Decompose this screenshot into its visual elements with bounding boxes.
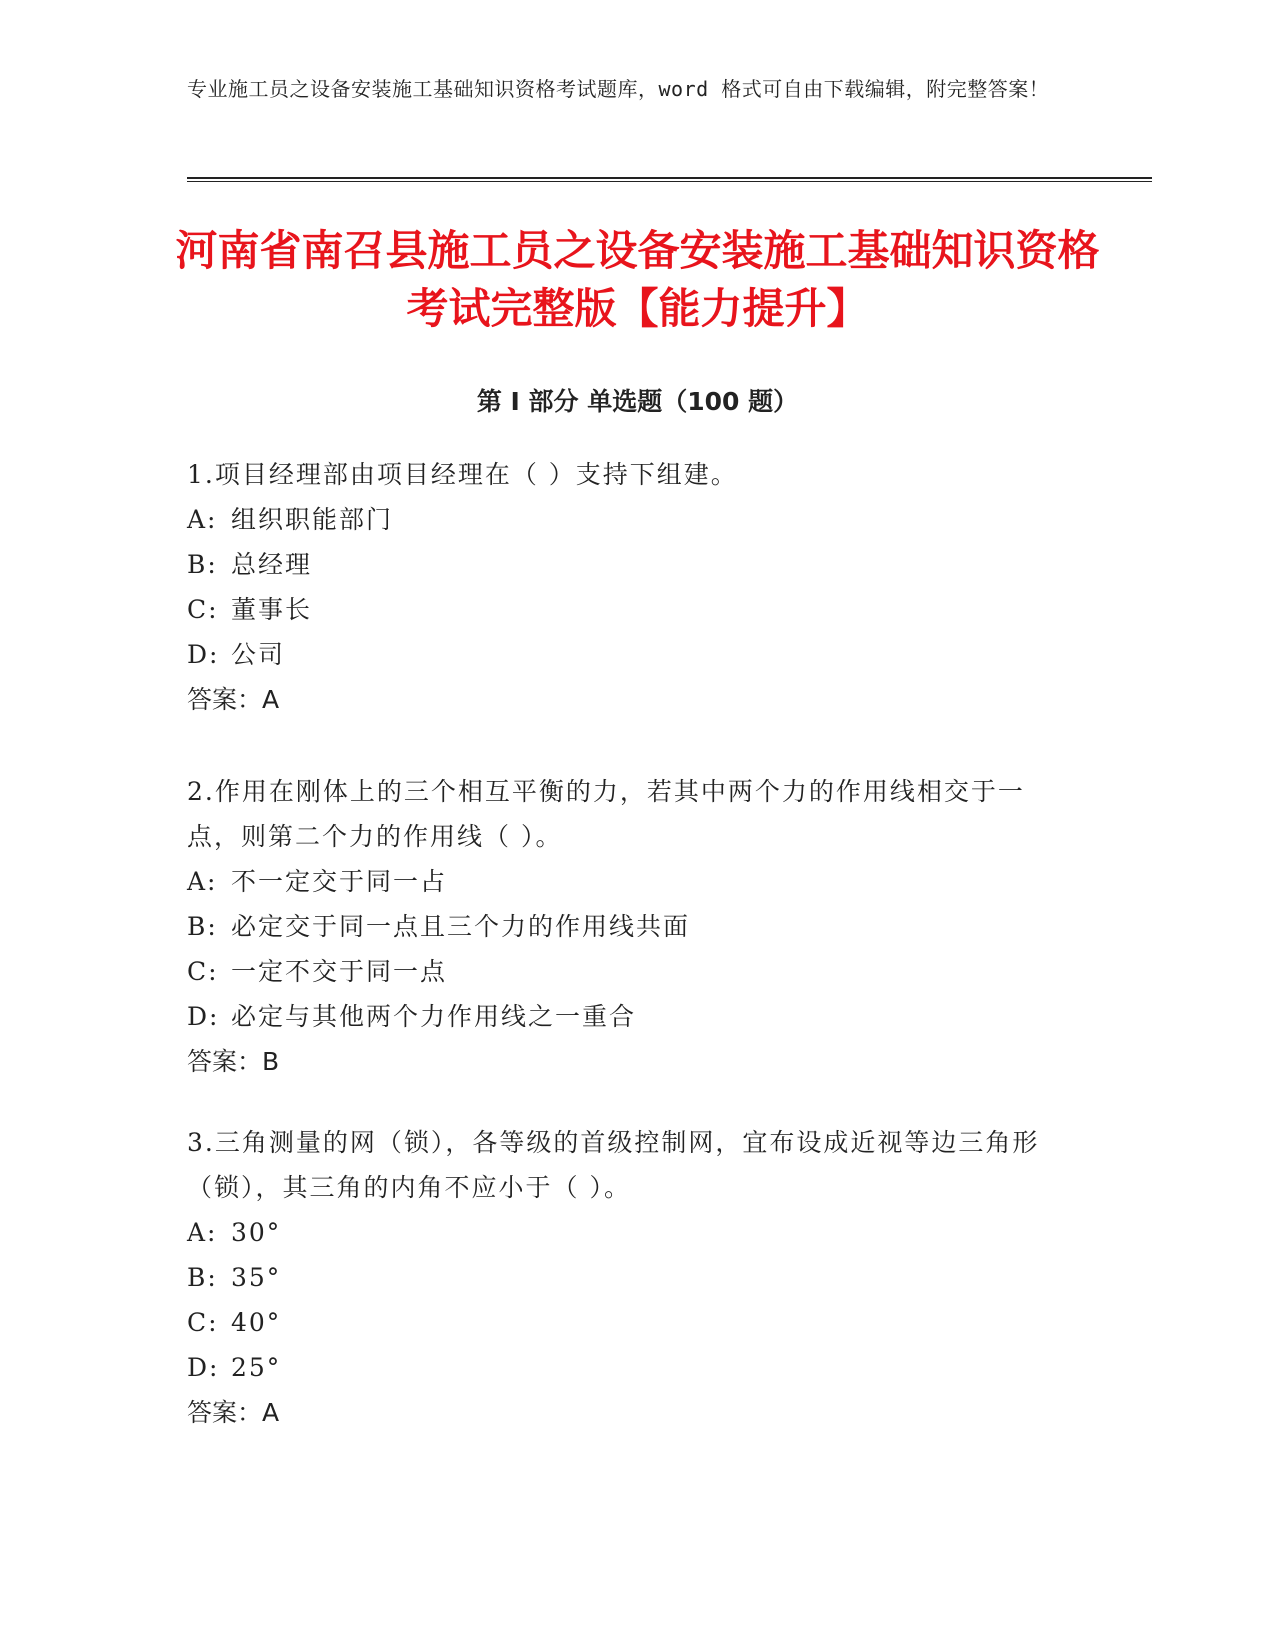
- option-key: C:: [187, 957, 219, 986]
- option-text: 必定与其他两个力作用线之一重合: [231, 1002, 637, 1031]
- option-key: B:: [187, 1263, 218, 1292]
- option-text: 40°: [231, 1308, 282, 1337]
- option-key: C:: [187, 595, 219, 624]
- option-text: 25°: [231, 1353, 282, 1382]
- option-text: 总经理: [231, 550, 313, 579]
- answer-value: B: [262, 1047, 280, 1076]
- question-2: [187, 769, 1067, 1084]
- option-b: [187, 1255, 1067, 1300]
- option-text: 一定不交于同一点: [231, 957, 448, 986]
- option-c: [187, 949, 1067, 994]
- option-c: [187, 587, 1067, 632]
- option-text: 组织职能部门: [231, 505, 394, 534]
- option-d: [187, 1345, 1067, 1390]
- question-stem: 3.三角测量的网（锁），各等级的首级控制网，宜布设成近视等边三角形（锁），其三角的内角不应小于（ ）。: [187, 1128, 1040, 1202]
- option-text: 董事长: [231, 595, 313, 624]
- answer-value: A: [262, 685, 280, 714]
- option-key: D:: [187, 1353, 220, 1382]
- option-c: [187, 1300, 1067, 1345]
- option-key: B:: [187, 550, 218, 579]
- document-title: 河南省南召县施工员之设备安装施工基础知识资格考试完整版【能力提升】: [175, 226, 1100, 333]
- answer-line: [187, 677, 1067, 722]
- option-key: B:: [187, 912, 218, 941]
- answer-line: [187, 1039, 1067, 1084]
- option-key: D:: [187, 640, 220, 669]
- header-divider-thin: [187, 181, 1152, 182]
- option-a: [187, 1210, 1067, 1255]
- option-key: A:: [187, 1218, 218, 1247]
- option-key: A:: [187, 867, 218, 896]
- header-divider-thick: [187, 177, 1152, 179]
- option-text: 不一定交于同一占: [231, 867, 448, 896]
- question-3: [187, 1120, 1067, 1435]
- question-1: [187, 452, 1067, 722]
- question-stem: 1.项目经理部由项目经理在（ ）支持下组建。: [187, 460, 738, 489]
- answer-value: A: [262, 1398, 280, 1427]
- answer-label: 答案：: [187, 685, 263, 714]
- section-heading: 第 I 部分 单选题（100 题）: [476, 387, 799, 416]
- answer-line: [187, 1390, 1067, 1435]
- header-note: 专业施工员之设备安装施工基础知识资格考试题库，word 格式可自由下载编辑，附完整答案！: [187, 77, 1050, 101]
- option-text: 必定交于同一点且三个力的作用线共面: [231, 912, 691, 941]
- answer-label: 答案：: [187, 1398, 263, 1427]
- question-stem: 2.作用在刚体上的三个相互平衡的力，若其中两个力的作用线相交于一点，则第二个力的作用线（ ）。: [187, 777, 1025, 851]
- option-d: [187, 632, 1067, 677]
- option-a: [187, 859, 1067, 904]
- option-text: 公司: [231, 640, 286, 669]
- option-key: C:: [187, 1308, 219, 1337]
- option-key: A:: [187, 505, 218, 534]
- option-text: 35°: [231, 1263, 282, 1292]
- option-b: [187, 542, 1067, 587]
- option-key: D:: [187, 1002, 220, 1031]
- answer-label: 答案：: [187, 1047, 263, 1076]
- option-a: [187, 497, 1067, 542]
- option-text: 30°: [231, 1218, 282, 1247]
- option-b: [187, 904, 1067, 949]
- option-d: [187, 994, 1067, 1039]
